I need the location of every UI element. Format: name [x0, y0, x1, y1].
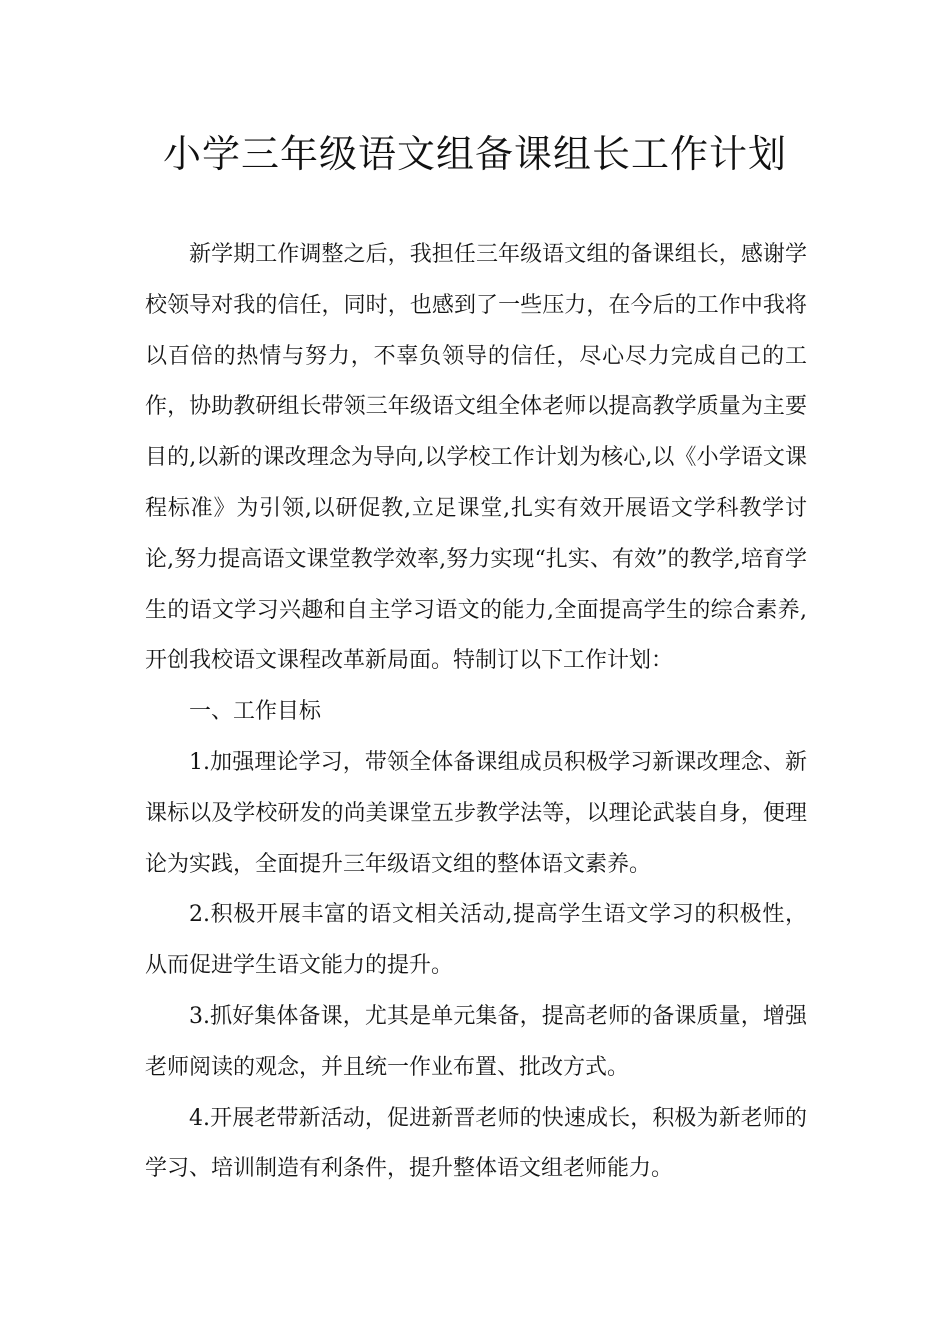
document-body [145, 230, 807, 1195]
goal-item-2: 2.积极开展丰富的语文相关活动,提高学生语文学习的积极性，从而促进学生语文能力的提升。 [145, 902, 807, 979]
goal-item-4: 4.开展老带新活动，促进新晋老师的快速成长，积极为新老师的学习、培训制造有利条件，提升整体语文组老师能力。 [145, 1105, 807, 1182]
document-title: 小学三年级语文组备课组长工作计划 [162, 132, 787, 176]
goal-item-3: 3.抓好集体备课，尤其是单元集备，提高老师的备课质量，增强老师阅读的观念，并且统一作业布置、批改方式。 [145, 1003, 807, 1080]
intro-paragraph: 新学期工作调整之后，我担任三年级语文组的备课组长，感谢学校领导对我的信任，同时，也感到了一些压力，在今后的工作中我将以百倍的热情与努力，不辜负领导的信任，尽心尽力完成自己的工作，协助教研组长带领三年级语文组全体老师以提高教学质量为主要目的,以新的课改理念为导向,以学校工作计划为核心,以《小学语文课程标准》为引领,以研促教,立足课堂,扎实有效开展语文学科教学讨论,努力提高语文课堂教学效率,努力实现“扎实、有效”的教学,培育学生的语文学习兴趣和自主学习语文的能力,全面提高学生的综合素养,开创我校语文课程改革新局面。特制订以下工作计划： [145, 242, 807, 674]
section-heading-goals: 一、工作目标 [189, 699, 322, 725]
goal-item-1: 1.加强理论学习，带领全体备课组成员积极学习新课改理念、新课标以及学校研发的尚美课堂五步教学法等，以理论武装自身，便理论为实践，全面提升三年级语文组的整体语文素养。 [145, 749, 807, 877]
